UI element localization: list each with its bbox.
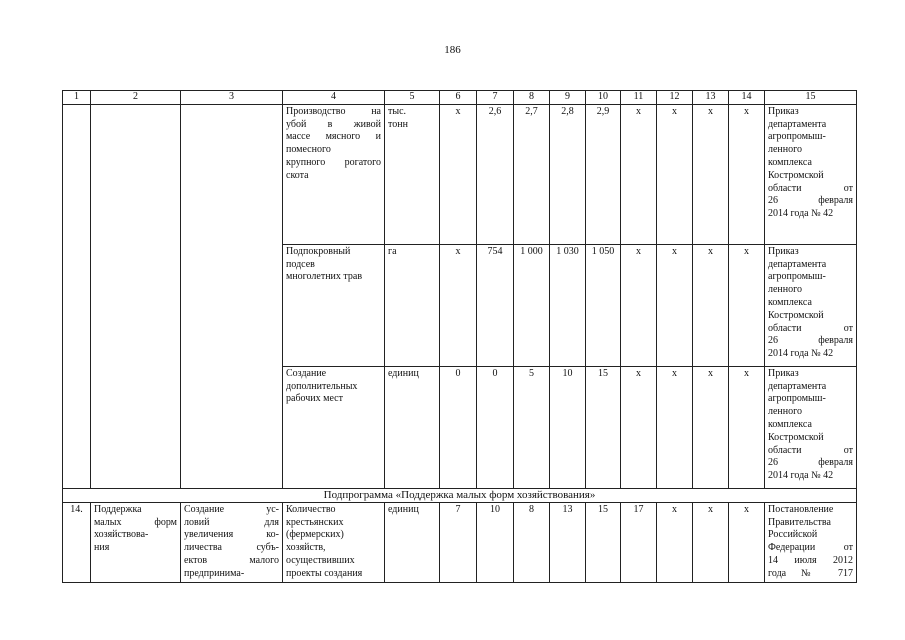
value-cell: 7: [440, 502, 477, 582]
task-cell-line: предпринима-: [184, 567, 245, 579]
unit-cell: [385, 366, 440, 488]
source-cell-line: Федерации от: [768, 542, 853, 554]
source-line: Костромской: [768, 169, 824, 181]
column-header: 15: [765, 91, 857, 105]
source-line: департамента: [768, 258, 827, 270]
source-line: 2014 года № 42: [768, 348, 834, 360]
source-cell: [765, 244, 857, 366]
source-cell-line: Правительства: [768, 516, 831, 528]
unit-cell-line: га: [388, 245, 397, 257]
unit-cell-line: тыс.: [388, 105, 407, 117]
source-line: 26 февраля: [768, 195, 853, 207]
value-cell: х: [729, 502, 765, 582]
task-cell-line: ектов малого: [184, 554, 279, 566]
value-cell: х: [621, 244, 657, 366]
value-cell: х: [693, 244, 729, 366]
value-cell: х: [621, 104, 657, 244]
source-line: Приказ: [768, 105, 799, 117]
unit-cell-line: тонн: [388, 118, 408, 130]
header-row: [63, 91, 857, 105]
value-cell: 0: [477, 366, 514, 488]
column-header: 2: [91, 91, 181, 105]
value-cell: 1 050: [586, 244, 621, 366]
value-cell: х: [729, 244, 765, 366]
source-line: комплекса: [768, 418, 812, 430]
source-line: Костромской: [768, 431, 824, 443]
indicator-cell-line: скота: [286, 169, 309, 181]
indicator-cell-line: осуществивших: [286, 554, 355, 566]
source-cell-line: года № 717: [768, 567, 853, 579]
column-header: 3: [181, 91, 283, 105]
indicator-cell-line: дополнительных: [286, 380, 358, 392]
column-header: 7: [477, 91, 514, 105]
indicator-cell: [283, 244, 385, 366]
value-cell: 15: [586, 502, 621, 582]
unit-cell: [385, 502, 440, 582]
source-cell: [765, 366, 857, 488]
value-cell: 0: [440, 366, 477, 488]
column-header: 10: [586, 91, 621, 105]
goal-cell-line: ния: [94, 542, 110, 554]
source-line: ленного: [768, 284, 802, 296]
indicator-cell-line: Производство на: [286, 105, 381, 117]
indicator-cell-line: (фермерских): [286, 529, 344, 541]
source-line: агропромыш-: [768, 131, 826, 143]
column-header: 14: [729, 91, 765, 105]
value-cell: х: [693, 104, 729, 244]
column-header: 5: [385, 91, 440, 105]
indicator-cell-line: массе мясного и: [286, 131, 381, 143]
value-cell: 17: [621, 502, 657, 582]
source-line: ленного: [768, 406, 802, 418]
value-cell: 1 030: [550, 244, 586, 366]
indicator-table: [62, 90, 857, 583]
indicator-cell-line: проекты создания: [286, 567, 363, 579]
empty-number-cell: [63, 104, 91, 488]
task-cell: [181, 502, 283, 582]
source-line: агропромыш-: [768, 271, 826, 283]
source-line: ленного: [768, 144, 802, 156]
source-line: департамента: [768, 118, 827, 130]
indicator-cell-line: крупного рогатого: [286, 156, 381, 168]
indicator-cell-line: крестьянских: [286, 516, 344, 528]
value-cell: 10: [550, 366, 586, 488]
subprogram-title: Подпрограмма «Поддержка малых форм хозяйствования»: [63, 488, 857, 502]
source-line: 26 февраля: [768, 457, 853, 469]
source-line: области от: [768, 444, 853, 456]
value-cell: 2,8: [550, 104, 586, 244]
value-cell: х: [440, 244, 477, 366]
task-cell-line: Создание ус-: [184, 503, 279, 515]
indicator-cell-line: Количество: [286, 503, 336, 515]
value-cell: х: [729, 366, 765, 488]
table-row: [63, 104, 857, 244]
indicator-cell-line: убой в живой: [286, 118, 381, 130]
goal-cell-line: хозяйствова-: [94, 529, 149, 541]
column-header: 6: [440, 91, 477, 105]
task-cell-line: ловий для: [184, 516, 279, 528]
source-line: области от: [768, 182, 853, 194]
task-cell-line: увеличения ко-: [184, 529, 279, 541]
value-cell: х: [657, 502, 693, 582]
unit-cell-line: единиц: [388, 367, 419, 379]
indicator-cell-line: помесного: [286, 144, 331, 156]
value-cell: 10: [477, 502, 514, 582]
source-line: 2014 года № 42: [768, 470, 834, 482]
indicator-cell-line: многолетних трав: [286, 271, 363, 283]
value-cell: 5: [514, 366, 550, 488]
column-header: 4: [283, 91, 385, 105]
column-header: 9: [550, 91, 586, 105]
value-cell: 13: [550, 502, 586, 582]
value-cell: 1 000: [514, 244, 550, 366]
source-line: области от: [768, 322, 853, 334]
value-cell: 8: [514, 502, 550, 582]
source-line: 2014 года № 42: [768, 208, 834, 220]
empty-task-cell: [181, 104, 283, 488]
source-cell-line: Постановление: [768, 503, 834, 515]
goal-cell-line: Поддержка: [94, 503, 142, 515]
source-line: комплекса: [768, 156, 812, 168]
goal-cell-line: малых форм: [94, 516, 177, 528]
indicator-cell-line: Подпокровный: [286, 245, 351, 257]
indicator-cell-line: Создание: [286, 367, 327, 379]
source-line: агропромыш-: [768, 393, 826, 405]
source-line: Приказ: [768, 367, 799, 379]
value-cell: 2,6: [477, 104, 514, 244]
source-cell-line: Российской: [768, 529, 818, 541]
value-cell: 15: [586, 366, 621, 488]
value-cell: 754: [477, 244, 514, 366]
value-cell: х: [693, 366, 729, 488]
source-line: Костромской: [768, 309, 824, 321]
column-header: 12: [657, 91, 693, 105]
task-cell-line: личества субъ-: [184, 542, 279, 554]
source-cell: [765, 502, 857, 582]
unit-cell-line: единиц: [388, 503, 419, 515]
value-cell: х: [657, 366, 693, 488]
value-cell: х: [729, 104, 765, 244]
indicator-cell-line: подсев: [286, 258, 315, 270]
value-cell: х: [621, 366, 657, 488]
value-cell: х: [693, 502, 729, 582]
goal-cell: [91, 502, 181, 582]
source-line: комплекса: [768, 296, 812, 308]
page-number: 186: [444, 44, 461, 56]
indicator-cell: [283, 502, 385, 582]
source-line: 26 февраля: [768, 335, 853, 347]
value-cell: 2,9: [586, 104, 621, 244]
indicator-cell: [283, 366, 385, 488]
column-header: 8: [514, 91, 550, 105]
table-row: [63, 502, 857, 582]
row-number-cell: 14.: [63, 502, 91, 582]
indicator-cell-line: рабочих мест: [286, 393, 343, 405]
subprogram-row: [63, 488, 857, 502]
indicator-cell: [283, 104, 385, 244]
column-header: 1: [63, 91, 91, 105]
value-cell: х: [657, 244, 693, 366]
source-cell: [765, 104, 857, 244]
value-cell: х: [440, 104, 477, 244]
value-cell: 2,7: [514, 104, 550, 244]
source-cell-line: 14 июля 2012: [768, 554, 853, 566]
column-header: 11: [621, 91, 657, 105]
unit-cell: [385, 104, 440, 244]
empty-goal-cell: [91, 104, 181, 488]
source-line: департамента: [768, 380, 827, 392]
source-line: Приказ: [768, 245, 799, 257]
unit-cell: [385, 244, 440, 366]
value-cell: х: [657, 104, 693, 244]
column-header: 13: [693, 91, 729, 105]
indicator-cell-line: хозяйств,: [286, 542, 326, 554]
